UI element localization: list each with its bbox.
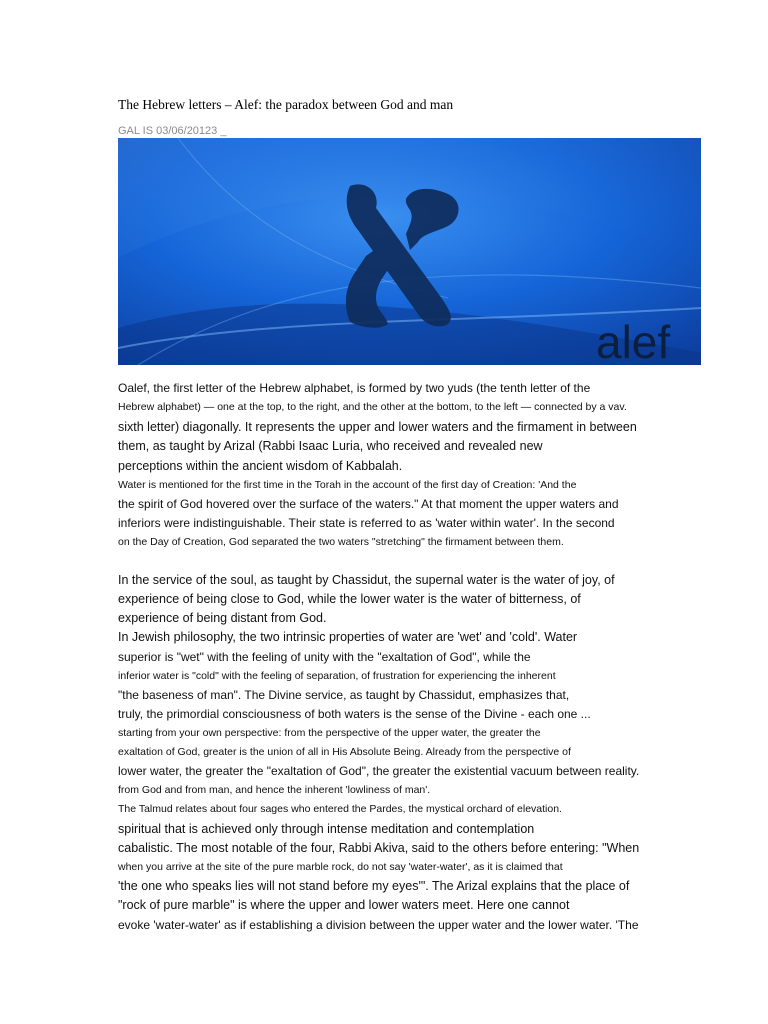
byline: GAL IS 03/06/20123 _ xyxy=(118,125,227,137)
body-line: exaltation of God, greater is the union of all in His Absolute Being. Already from the perspective of xyxy=(118,746,571,758)
body-line: In the service of the soul, as taught by Chassidut, the supernal water is the water of joy, of xyxy=(118,573,615,587)
body-line: superior is "wet" with the feeling of unity with the "exaltation of God", while the xyxy=(118,650,531,664)
body-line: the spirit of God hovered over the surface of the waters." At that moment the upper waters and xyxy=(118,497,619,511)
body-line: experience of being distant from God. xyxy=(118,611,327,625)
body-line: Water is mentioned for the first time in the Torah in the account of the first day of Creation: 'And the xyxy=(118,479,577,491)
hero-image xyxy=(118,138,701,365)
body-line: from God and from man, and hence the inherent 'lowliness of man'. xyxy=(118,784,431,796)
body-line: spiritual that is achieved only through intense meditation and contemplation xyxy=(118,822,535,836)
hero-caption: alef xyxy=(596,316,671,365)
body-line: In Jewish philosophy, the two intrinsic properties of water are 'wet' and 'cold'. Water xyxy=(118,630,578,644)
body-line: "the baseness of man". The Divine service, as taught by Chassidut, emphasizes that, xyxy=(118,688,570,702)
body-line: 'the one who speaks lies will not stand before my eyes'". The Arizal explains that the place of xyxy=(118,879,630,893)
body-line: perceptions within the ancient wisdom of Kabbalah. xyxy=(118,459,403,473)
body-line: "rock of pure marble" is where the upper and lower waters meet. Here one cannot xyxy=(118,898,570,912)
body-line: them, as taught by Arizal (Rabbi Isaac Luria, who received and revealed new xyxy=(118,439,543,453)
body-line: inferior water is "cold" with the feeling of separation, of frustration for experiencing the inherent xyxy=(118,670,556,682)
body-line: evoke 'water-water' as if establishing a division between the upper water and the lower water. 'The xyxy=(118,918,639,932)
body-line: cabalistic. The most notable of the four, Rabbi Akiva, said to the others before entering: "When xyxy=(118,841,640,855)
body-line: when you arrive at the site of the pure marble rock, do not say 'water-water', as it is claimed that xyxy=(118,861,563,873)
body-line: truly, the primordial consciousness of both waters is the sense of the Divine - each one ... xyxy=(118,707,591,721)
body-line: The Talmud relates about four sages who entered the Pardes, the mystical orchard of elevation. xyxy=(118,803,562,815)
body-line: sixth letter) diagonally. It represents the upper and lower waters and the firmament in between xyxy=(118,420,637,434)
body-line: starting from your own perspective: from the perspective of the upper water, the greater the xyxy=(118,727,541,739)
body-line: Hebrew alphabet) — one at the top, to the right, and the other at the bottom, to the left — connected by a vav. xyxy=(118,401,627,413)
body-line: Oalef, the first letter of the Hebrew alphabet, is formed by two yuds (the tenth letter of the xyxy=(118,381,591,395)
body-line: lower water, the greater the "exaltation of God", the greater the existential vacuum between reality. xyxy=(118,764,640,778)
alef-illustration xyxy=(118,138,701,365)
body-line: on the Day of Creation, God separated the two waters "stretching" the firmament between them. xyxy=(118,536,564,548)
body-line: experience of being close to God, while the lower water is the water of bitterness, of xyxy=(118,592,581,606)
article-title: The Hebrew letters – Alef: the paradox between God and man xyxy=(118,97,454,112)
body-line: inferiors were indistinguishable. Their state is referred to as 'water within water'. In the second xyxy=(118,516,615,530)
